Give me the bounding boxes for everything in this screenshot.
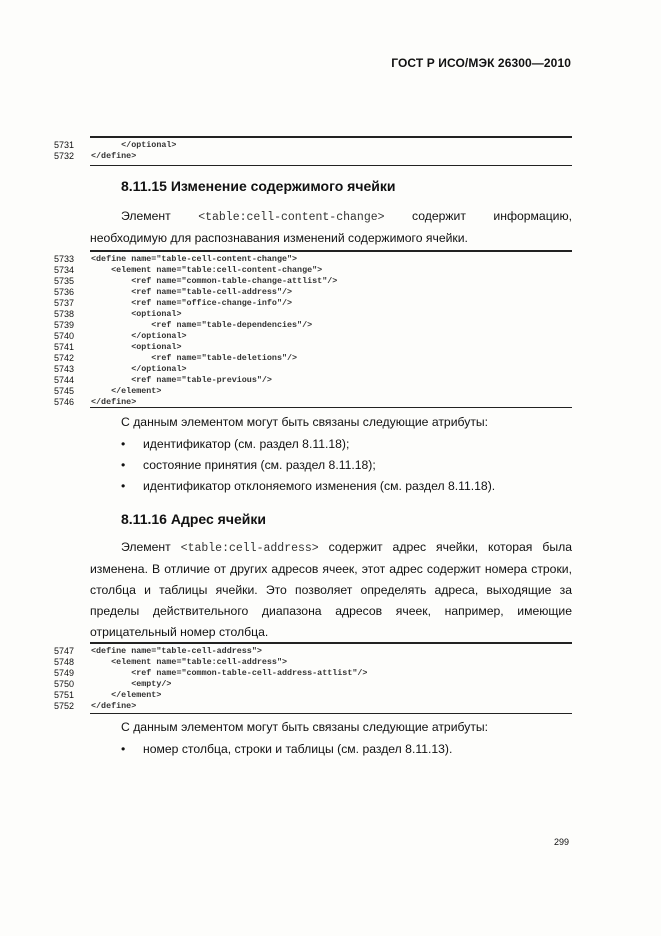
- line-number: 5733: [54, 254, 75, 264]
- line-number: 5736: [54, 287, 75, 297]
- line-number: 5732: [54, 151, 75, 161]
- text-run: Элемент: [121, 540, 171, 554]
- paragraph-line: [90, 206, 572, 228]
- line-number: 5746: [54, 397, 75, 407]
- code-text: <ref name="table-cell-address"/>: [91, 287, 293, 297]
- code-text: </element>: [91, 690, 162, 700]
- code-text: <ref name="office-change-info"/>: [91, 298, 293, 308]
- code-text: <optional>: [91, 309, 182, 319]
- line-number: 5743: [54, 364, 75, 374]
- line-number: 5742: [54, 353, 75, 363]
- line-number: 5744: [54, 375, 75, 385]
- line-number: 5734: [54, 265, 75, 275]
- line-number: 5731: [54, 140, 75, 150]
- code-text: </element>: [91, 386, 162, 396]
- list-item-text: идентификатор отклоняемого изменения (см. раздел 8.11.18).: [143, 479, 496, 493]
- list-item: [121, 458, 376, 472]
- element-tag: <table:cell-content-change>: [198, 211, 385, 224]
- code-text: </define>: [91, 397, 137, 407]
- line-number: 5738: [54, 309, 75, 319]
- line-number: 5739: [54, 320, 75, 330]
- code-text: <define name="table-cell-address">: [91, 646, 262, 656]
- section-heading-8-11-15: 8.11.15 Изменение содержимого ячейки: [121, 178, 396, 194]
- code-text: </define>: [91, 701, 137, 711]
- paragraph-line: изменена. В отличие от других адресов ячеек, этот адрес содержит номера строки,: [90, 562, 572, 576]
- attributes-intro: С данным элементом могут быть связаны следующие атрибуты:: [121, 415, 489, 429]
- line-number: 5735: [54, 276, 75, 286]
- code-text: <ref name="table-deletions"/>: [91, 353, 298, 363]
- list-item-text: состояние принятия (см. раздел 8.11.18);: [143, 458, 376, 472]
- line-number: 5749: [54, 668, 75, 678]
- code-text: </optional>: [91, 140, 177, 150]
- section-paragraph: [90, 537, 572, 643]
- code-text: <define name="table-cell-content-change">: [91, 254, 298, 264]
- code-text: <ref name="common-table-cell-address-attlist"/>: [91, 668, 368, 678]
- list-item-text: номер столбца, строки и таблицы (см. раздел 8.11.13).: [143, 742, 453, 756]
- code-text: </optional>: [91, 331, 187, 341]
- line-number: 5751: [54, 690, 75, 700]
- line-number: 5752: [54, 701, 75, 711]
- code-rule-top: [90, 642, 572, 644]
- code-text: </define>: [91, 151, 137, 161]
- line-number: 5741: [54, 342, 75, 352]
- code-rule-bottom: [90, 407, 572, 408]
- code-text: <ref name="table-previous"/>: [91, 375, 272, 385]
- bullet-icon: •: [121, 742, 126, 756]
- list-item: [121, 742, 452, 756]
- text-run: содержит адрес ячейки, которая была: [328, 540, 572, 554]
- bullet-icon: •: [121, 479, 126, 493]
- code-text: <empty/>: [91, 679, 172, 689]
- code-rule-top: [90, 250, 572, 252]
- line-number: 5737: [54, 298, 75, 308]
- code-text: </optional>: [91, 364, 187, 374]
- text-run: информацию,: [493, 209, 573, 223]
- code-rule-bottom: [90, 165, 572, 166]
- attributes-intro: С данным элементом могут быть связаны следующие атрибуты:: [121, 720, 489, 734]
- line-number: 5740: [54, 331, 75, 341]
- element-tag: <table:cell-address>: [180, 542, 319, 555]
- paragraph-line: отрицательный номер столбца.: [90, 625, 269, 639]
- line-number: 5745: [54, 386, 75, 396]
- code-text: <ref name="table-dependencies"/>: [91, 320, 313, 330]
- line-number: 5747: [54, 646, 75, 656]
- list-item: [121, 479, 495, 493]
- code-text: <element name="table:cell-content-change">: [91, 265, 323, 275]
- paragraph-line: столбца и таблицы ячейки. Это позволяет определять адреса, выходящие за: [90, 583, 572, 597]
- code-text: <element name="table:cell-address">: [91, 657, 288, 667]
- bullet-icon: •: [121, 458, 126, 472]
- document-header: ГОСТ Р ИСО/МЭК 26300—2010: [391, 56, 571, 70]
- code-text: <optional>: [91, 342, 182, 352]
- text-run: Элемент: [121, 209, 171, 223]
- paragraph-line: [90, 537, 572, 559]
- code-rule-bottom: [90, 713, 572, 714]
- section-paragraph: [90, 206, 572, 249]
- code-rule-top: [90, 136, 572, 138]
- paragraph-line: пределы действительного диапазона адресов ячеек, например, имеющие: [90, 604, 572, 618]
- list-item-text: идентификатор (см. раздел 8.11.18);: [143, 437, 350, 451]
- line-number: 5748: [54, 657, 75, 667]
- text-run: содержит: [412, 209, 466, 223]
- line-number: 5750: [54, 679, 75, 689]
- code-text: <ref name="common-table-change-attlist"/>: [91, 276, 338, 286]
- page-number: 299: [553, 837, 569, 847]
- paragraph-line: необходимую для распознавания изменений содержимого ячейки.: [90, 231, 468, 245]
- section-heading-8-11-16: 8.11.16 Адрес ячейки: [121, 511, 266, 527]
- bullet-icon: •: [121, 437, 126, 451]
- list-item: [121, 437, 349, 451]
